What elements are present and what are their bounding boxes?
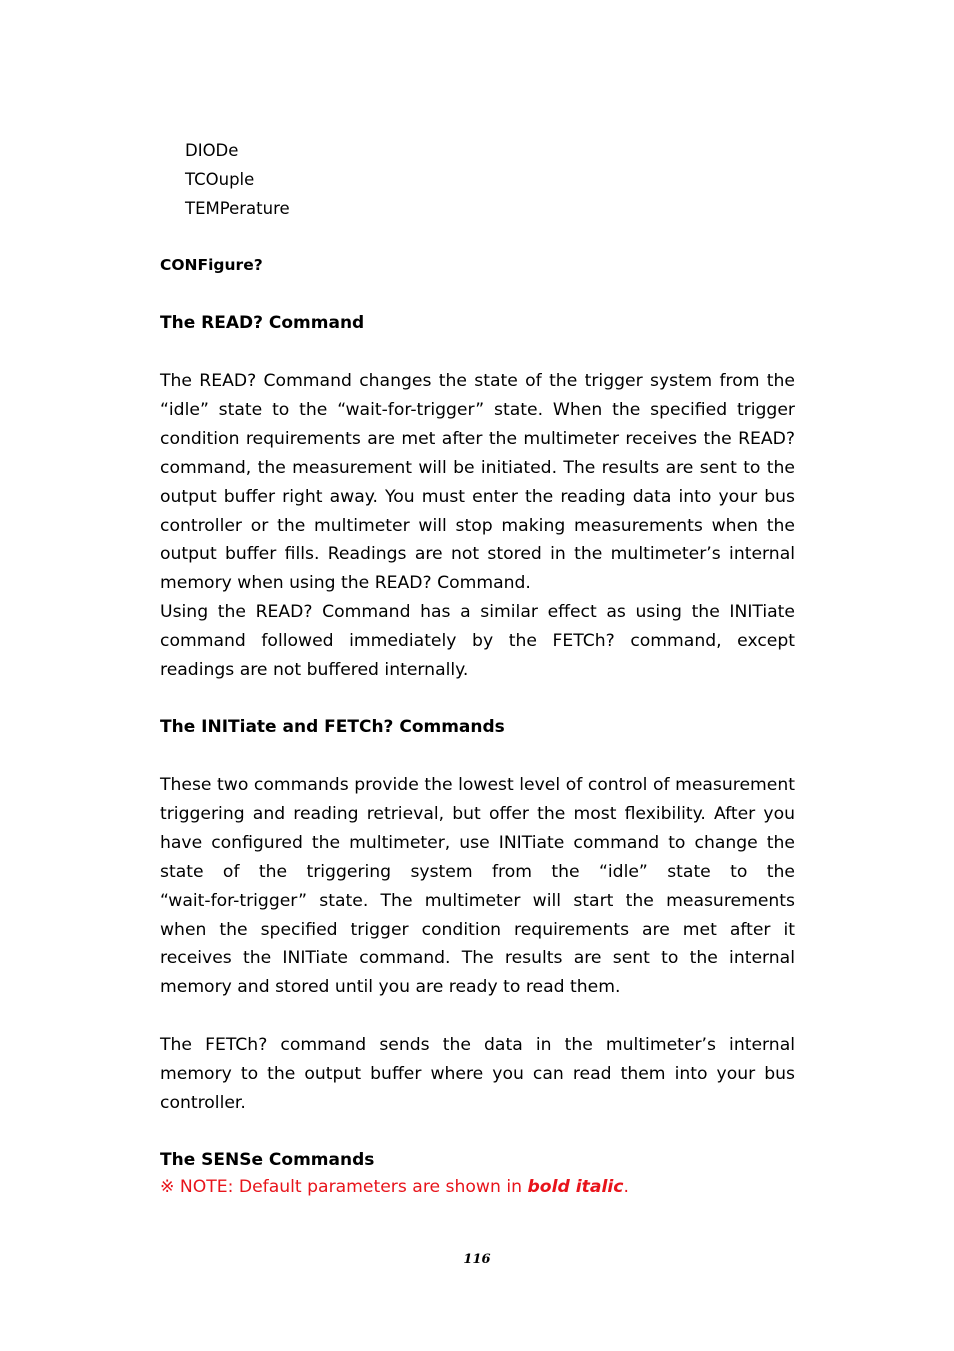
note-emphasis: bold italic [527, 1177, 624, 1197]
text-line: readings are not buffered internally. [160, 659, 469, 680]
list-item-diode: DIODe [185, 141, 239, 160]
sense-heading: The SENSe Commands [160, 1150, 375, 1170]
list-item-temperature: TEMPerature [185, 199, 290, 218]
text-line: state of the triggering system from the “idle” state to the [160, 861, 795, 882]
text-line: “wait-for-trigger” state. The multimeter will start the measurements [160, 890, 795, 911]
note-symbol-icon: ※ [160, 1177, 175, 1197]
default-parameters-note [160, 1177, 629, 1197]
text-line: memory and stored until you are ready to read them. [160, 977, 621, 998]
read-paragraph-2 [160, 598, 795, 685]
text-line: triggering and reading retrieval, but offer the most flexibility. After you [160, 803, 795, 824]
text-line: controller or the multimeter will stop making measurements when the [160, 515, 795, 536]
read-paragraph-1 [160, 367, 795, 598]
text-line: The READ? Command changes the state of the trigger system from the [160, 371, 795, 391]
note-text: NOTE: Default parameters are shown in [174, 1177, 528, 1197]
text-line: have configured the multimeter, use INITiate command to change the [160, 832, 795, 853]
text-line: command, the measurement will be initiated. The results are sent to the [160, 457, 795, 478]
initiate-heading: The INITiate and FETCh? Commands [160, 717, 505, 737]
text-line: output buffer fills. Readings are not stored in the multimeter’s internal [160, 544, 795, 565]
list-item-tcouple: TCOuple [185, 170, 255, 189]
read-heading: The READ? Command [160, 313, 365, 333]
text-line: memory when using the READ? Command. [160, 573, 531, 594]
note-end: . [623, 1177, 629, 1197]
page-number: 116 [463, 1252, 491, 1267]
text-line: output buffer right away. You must enter the reading data into your bus [160, 486, 795, 507]
text-line: condition requirements are met after the multimeter receives the READ? [160, 428, 795, 449]
fetch-paragraph [160, 1031, 795, 1118]
text-line: These two commands provide the lowest level of control of measurement [160, 775, 795, 795]
configure-heading: CONFigure? [160, 256, 263, 274]
text-line: receives the INITiate command. The results are sent to the internal [160, 948, 795, 969]
text-line: “idle” state to the “wait-for-trigger” state. When the specified trigger [160, 399, 795, 420]
text-line: The FETCh? command sends the data in the multimeter’s internal [160, 1035, 795, 1055]
text-line: command followed immediately by the FETCh? command, except [160, 630, 795, 651]
text-line: Using the READ? Command has a similar effect as using the INITiate [160, 602, 795, 622]
initiate-paragraph-1 [160, 771, 795, 1002]
text-line: when the specified trigger condition requirements are met after it [160, 919, 795, 940]
text-line: memory to the output buffer where you can read them into your bus [160, 1063, 795, 1084]
text-line: controller. [160, 1092, 246, 1113]
